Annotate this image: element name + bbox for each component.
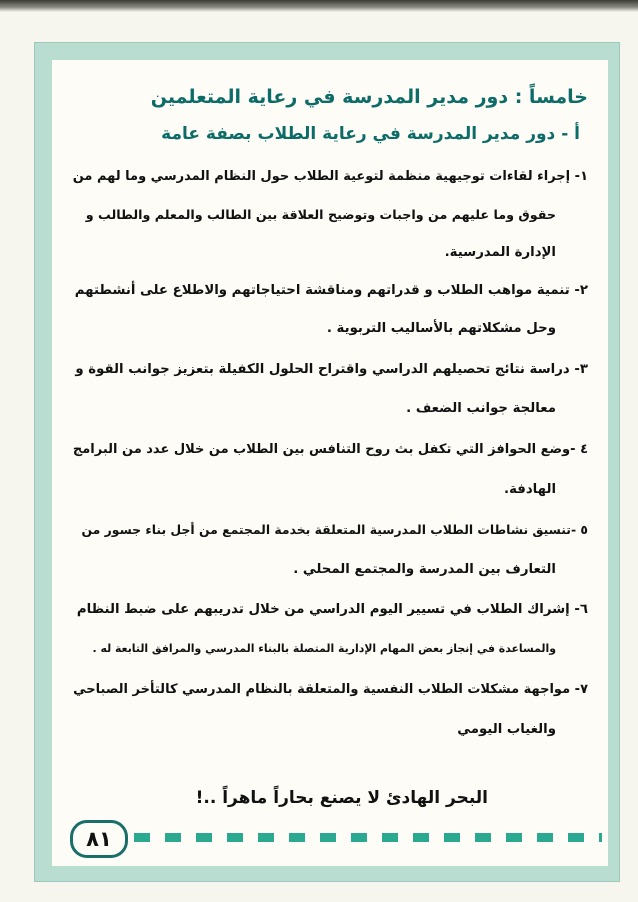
page-content: [52, 60, 608, 866]
item-2-line-1: ٢- تنمية مواهب الطلاب و قدراتهم ومناقشة احتياجاتهم والاطلاع على أنشطتهم: [74, 283, 588, 298]
section-subtitle: أ - دور مدير المدرسة في رعاية الطلاب بصفة عامة: [161, 124, 580, 144]
item-2-line-2: وحل مشكلاتهم بالأساليب التربوية .: [326, 321, 556, 336]
item-4-line-2: الهادفة.: [504, 482, 556, 497]
footer-dashed-rule: [134, 833, 602, 842]
item-1-line-2: حقوق وما عليهم من واجبات وتوضيح العلاقة بين الطالب والمعلم والطالب و: [85, 207, 556, 222]
item-7-line-1: ٧- مواجهة مشكلات الطلاب النفسية والمتعلقة بالنظام المدرسي كالتأخر الصباحي: [73, 682, 588, 697]
item-4-line-1: ٤ -وضع الحوافز التي تكفل بث روح التنافس بين الطلاب من خلال عدد من البرامج: [72, 442, 588, 457]
item-3-line-2: معالجة جوانب الضعف .: [406, 401, 556, 416]
page-footer: [60, 814, 608, 860]
item-1-line-3: الإدارة المدرسية.: [444, 245, 556, 260]
item-6-line-2: والمساعدة في إنجاز بعض المهام الإدارية المتصلة بالبناء المدرسي والمرافق التابعة له .: [92, 642, 556, 655]
page-top-shadow: [0, 0, 638, 12]
item-5-line-2: التعارف بين المدرسة والمجتمع المحلي .: [293, 562, 556, 577]
item-1-line-1: ١- إجراء لقاءات توجيهية منظمة لتوعية الطلاب حول النظام المدرسي وما لهم من: [72, 169, 588, 184]
item-5-line-1: ٥ -تنسيق نشاطات الطلاب المدرسية المتعلقة بخدمة المجتمع من أجل بناء جسور من: [81, 522, 588, 537]
text-area: [52, 60, 608, 866]
item-7-line-2: والغياب اليومي: [457, 722, 556, 737]
section-title: خامساً : دور مدير المدرسة في رعاية المتعلمين: [150, 86, 588, 108]
proverb: البحر الهادئ لا يصنع بحاراً ماهراً ..!: [195, 788, 488, 808]
item-6-line-1: ٦- إشراك الطلاب في تسيير اليوم الدراسي من خلال تدريبهم على ضبط النظام: [76, 602, 588, 617]
page-number: ٨١: [70, 820, 128, 858]
item-3-line-1: ٣- دراسة نتائج تحصيلهم الدراسي واقتراح الحلول الكفيلة بتعزيز جوانب القوة و: [75, 362, 588, 377]
